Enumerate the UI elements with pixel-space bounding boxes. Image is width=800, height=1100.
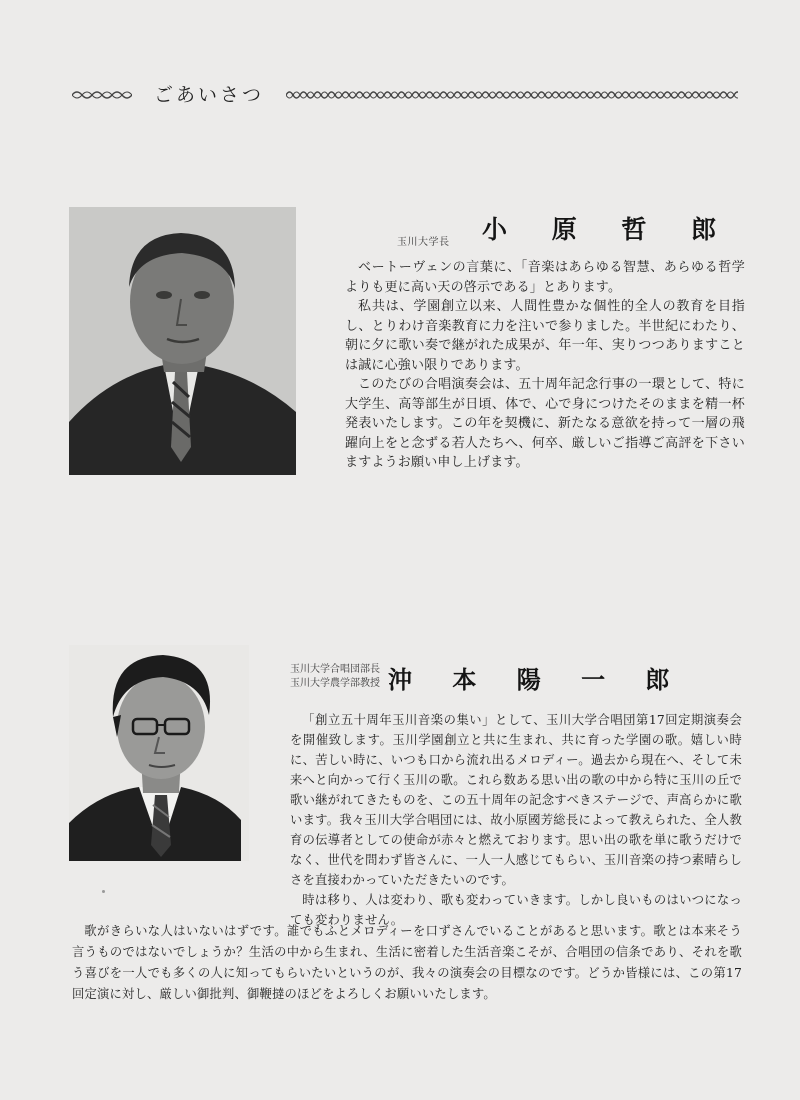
director-affiliation-line-2: 玉川大学農学部教授: [290, 678, 380, 689]
portrait-man-glasses-icon: [69, 645, 249, 861]
portrait-man-suit-icon: [69, 207, 296, 475]
page-header: [72, 82, 738, 112]
president-affiliation: 玉川大学長: [397, 237, 450, 248]
vine-ornament-left-icon: [72, 88, 132, 102]
director-paragraph-1: 「創立五十周年玉川音楽の集い」として、玉川大学合唱団第17回定期演奏会を開催致します。玉川学園創立と共に生まれ、共に育った学園の歌。嬉しい時に、苦しい時に、いつも口から流れ出るメロディー。過去から現在へ、そして未来へと向かって行く玉川の歌。これら数ある思い出の歌の中から特に玉川の丘で歌い継がれてきたものを、この五十周年の記念すべきステージで、声高らかに歌います。我々玉川大学合唱団には、故小原國芳総長によって教えられた、全人教育の伝導者としての使命が赤々と燃えております。思い出の歌を単に歌うだけでなく、世代を問わず皆さんに、一人一人感じてもらい、玉川音楽の持つ素晴らしさを直接わかっていただきたいのです。: [290, 713, 742, 887]
president-greeting: [345, 258, 745, 473]
page-title: ごあいさつ: [153, 84, 264, 106]
president-paragraph-3: このたびの合唱演奏会は、五十周年記念行事の一環として、特に大学生、高等部生が日頃、体で、心で身につけたそのままを精一杯発表いたします。この年を契機に、新たなる意欲を持って一層の飛躍向上をと念ずる若人たちへ、何卒、厳しいご指導ご高評を下さいますようお願い申し上げます。: [345, 377, 745, 470]
president-name: 小 原 哲 郎: [482, 215, 735, 244]
director-greeting: [290, 710, 742, 930]
director-paragraph-3: 歌がきらいな人はいないはずです。誰でもふとメロディーを口ずさんでいることがあると思います。歌とは本来そう言うものではないでしょうか？生活の中から生まれ、生活に密着した生活音楽こそが、合唱団の信条であり、それを歌う喜びを一人でも多くの人に知ってもらいたいというのが、我々の演奏会の目標なのです。どうか皆様には、この第17回定演に対し、厳しい御批判、御鞭撻のほどをよろしくお願いいたします。: [72, 924, 742, 1001]
director-paragraph-2: 時は移り、人は変わり、歌も変わっていきます。しかし良いものはいつになっても変わりません。: [290, 893, 742, 927]
portrait-photo-president: [69, 207, 296, 475]
director-name: 沖 本 陽 一 郎: [388, 666, 686, 694]
director-affiliation: [290, 663, 380, 691]
director-affiliation-line-1: 玉川大学合唱団部長: [290, 664, 380, 675]
president-paragraph-1: ベートーヴェンの言葉に、「音楽はあらゆる智慧、あらゆる哲学よりも更に高い天の啓示である」とあります。: [345, 260, 745, 295]
print-speck: [102, 890, 105, 893]
director-greeting-continued: [72, 921, 742, 1005]
vine-ornament-right-icon: [286, 88, 738, 102]
portrait-photo-director: [69, 645, 249, 861]
president-paragraph-2: 私共は、学園創立以来、人間性豊かな個性的全人の教育を目指し、とりわけ音楽教育に力を注いで参りました。半世紀にわたり、朝に夕に歌い奏で継がれた成果が、年一年、実りつつありますことは誠に心強い限りであります。: [345, 299, 745, 373]
